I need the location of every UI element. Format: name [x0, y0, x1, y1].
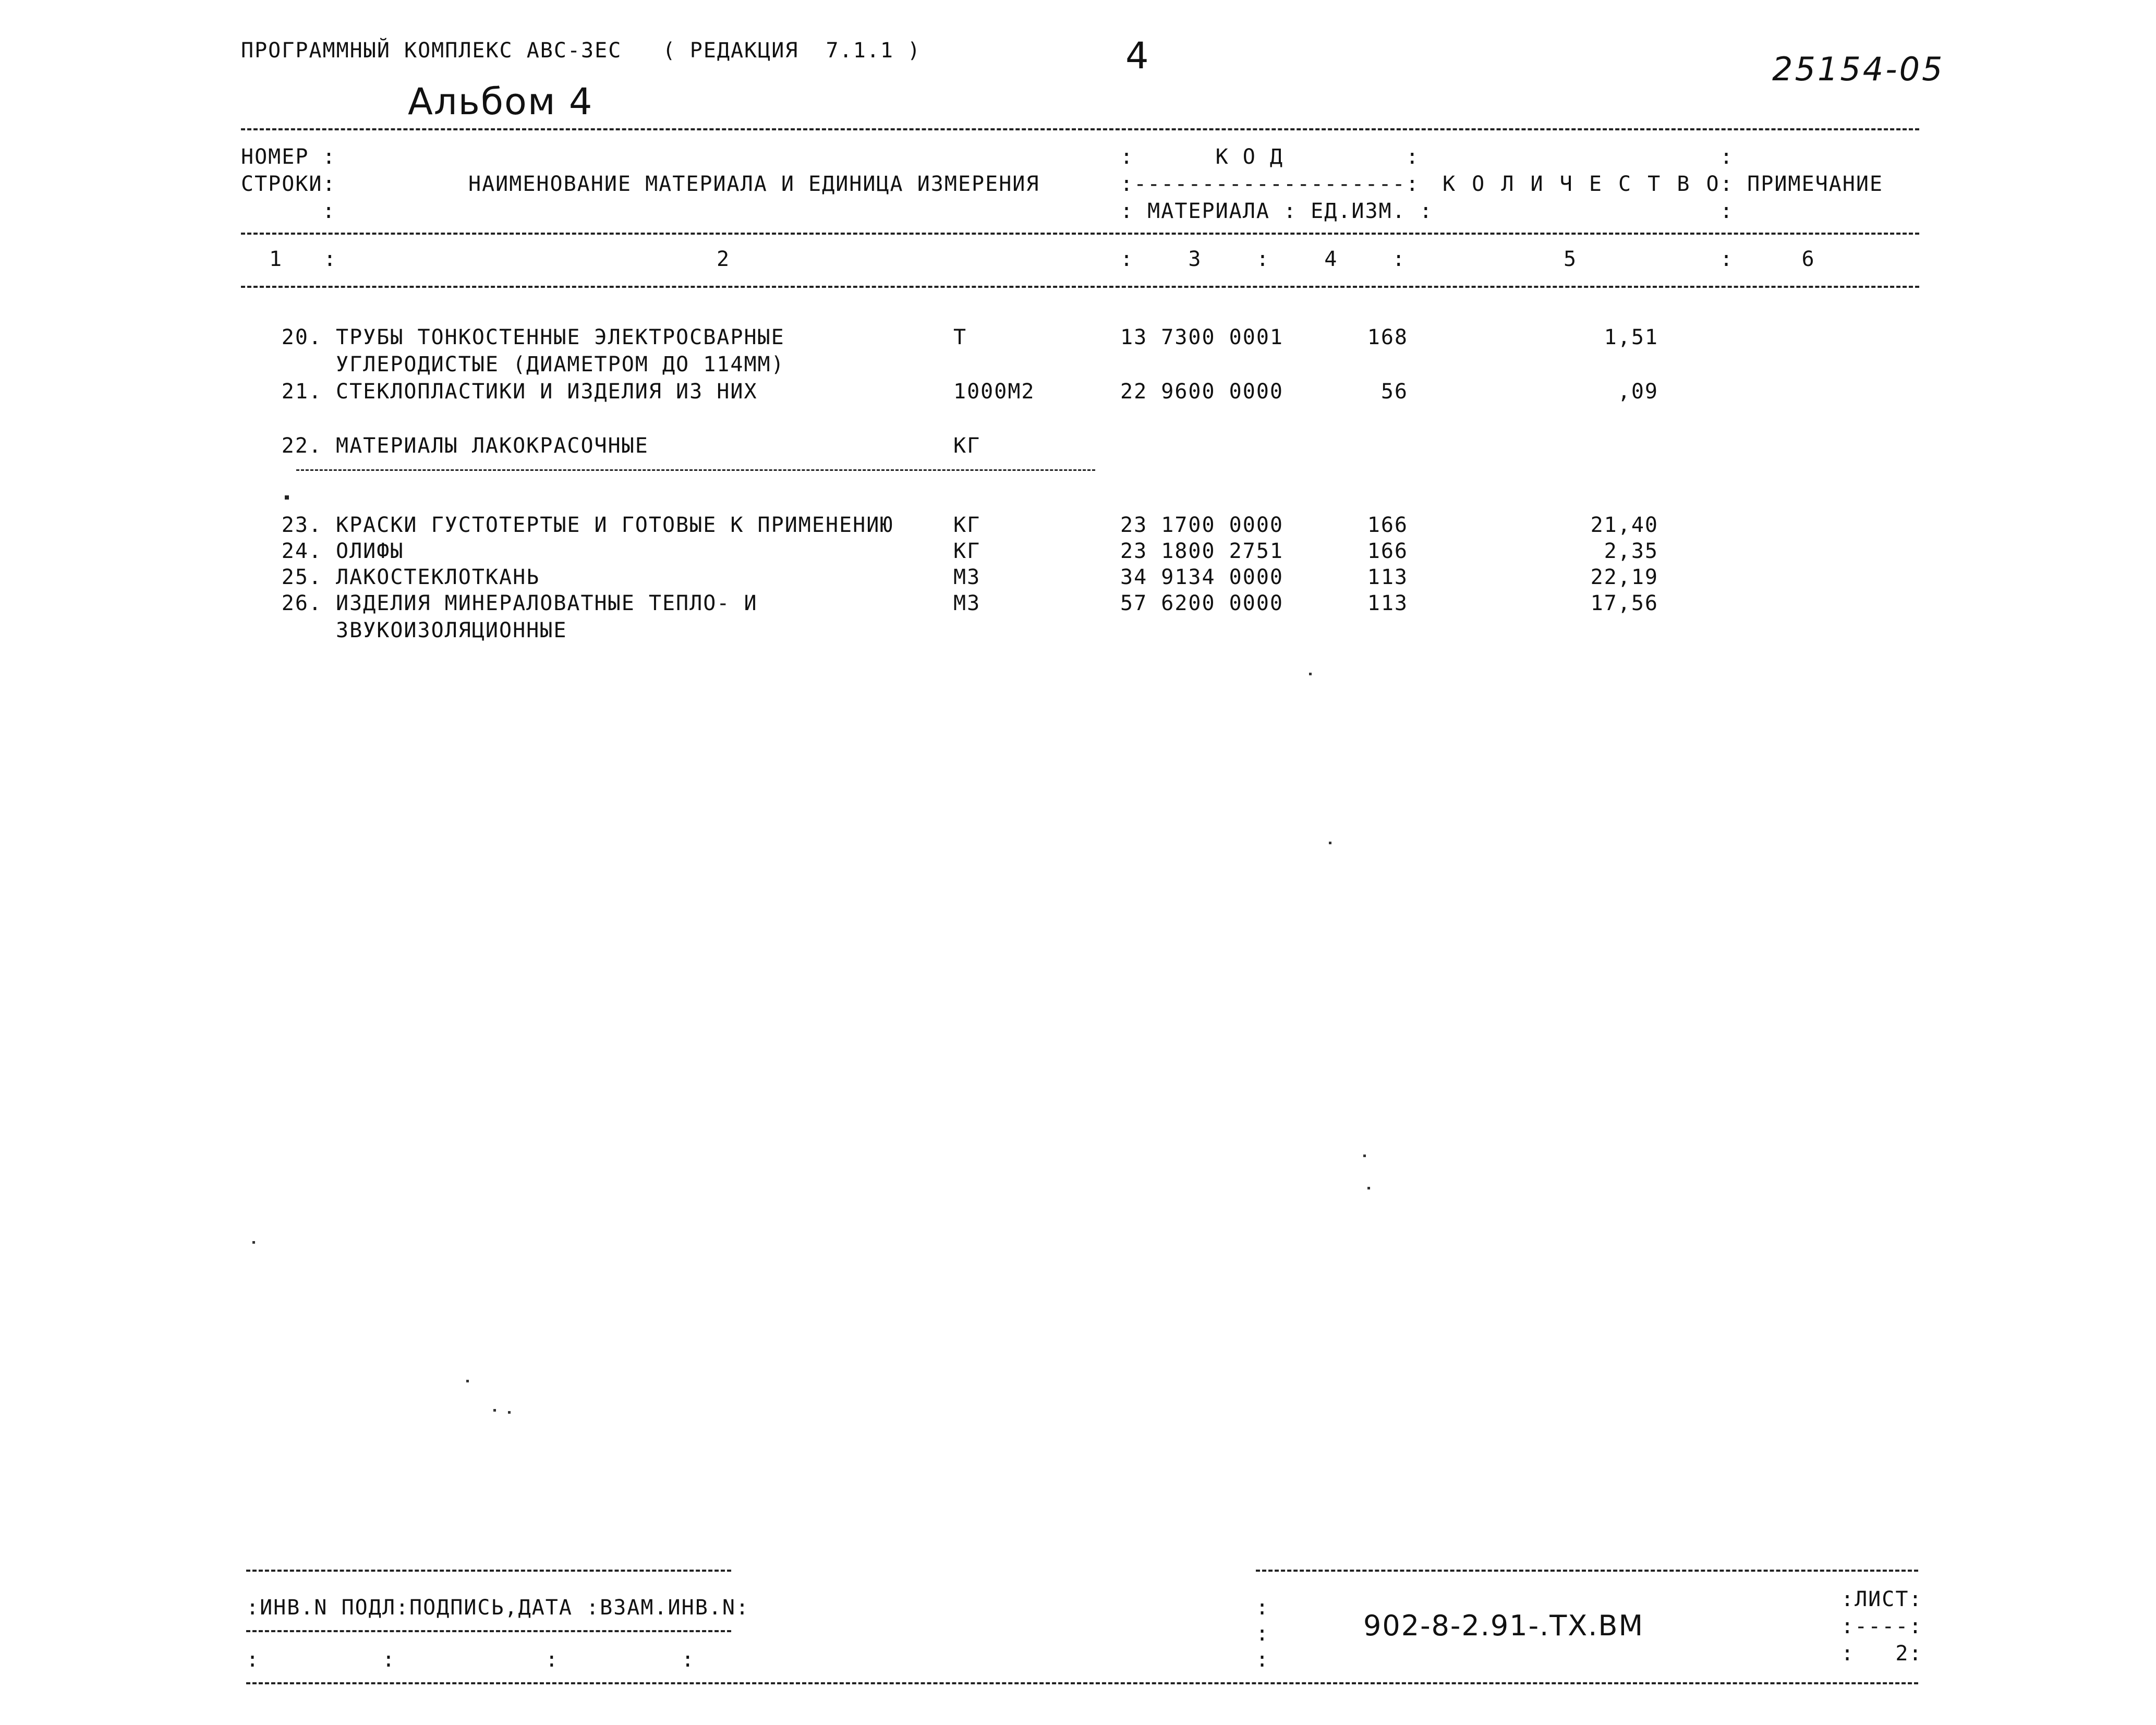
colnum-3-4: : 3 : 4 :: [1120, 247, 1406, 271]
scan-speck: [493, 1409, 496, 1412]
material-code: 22 9600 0000: [1120, 380, 1283, 404]
quantity: 2,35: [1604, 539, 1658, 563]
handwritten-document-number: 25154-05: [1772, 50, 1945, 88]
unit: КГ: [953, 434, 981, 458]
handwritten-album-label: Альбом 4: [408, 80, 593, 123]
sheet-label: :ЛИСТ:: [1841, 1587, 1923, 1611]
unit-code: 168: [1367, 325, 1408, 349]
colnum-2: 2: [717, 247, 731, 271]
material-code: 34 9134 0000: [1120, 565, 1283, 589]
scan-speck: [1329, 842, 1331, 844]
unit-code: 113: [1367, 591, 1408, 615]
material-code: 23 1800 2751: [1120, 539, 1283, 563]
material-name: ИЗДЕЛИЯ МИНЕРАЛОВАТНЫЕ ТЕПЛО- И: [336, 591, 758, 615]
code-header-line3: : МАТЕРИАЛА : ЕД.ИЗМ. :: [1120, 199, 1433, 223]
material-name-cont: ЗВУКОИЗОЛЯЦИОННЫЕ: [336, 618, 567, 642]
stamp-sep-1: :: [1256, 1596, 1270, 1620]
material-name: МАТЕРИАЛЫ ЛАКОКРАСОЧНЫЕ: [336, 434, 649, 458]
note-column-header: : ПРИМЕЧАНИЕ: [1720, 172, 1883, 196]
sheet-separator: :----:: [1841, 1614, 1923, 1638]
scan-speck: [1367, 1187, 1370, 1189]
document-designation: 902-8-2.91-.ТХ.ВМ: [1363, 1609, 1644, 1642]
name-column-header: НАИМЕНОВАНИЕ МАТЕРИАЛА И ЕДИНИЦА ИЗМЕРЕНИЯ: [468, 172, 1040, 196]
quantity-column-header: К О Л И Ч Е С Т В О: [1443, 172, 1721, 196]
unit: КГ: [953, 539, 981, 563]
note-header-sep3: :: [1720, 199, 1734, 223]
col1-header-line1: НОМЕР :: [241, 145, 336, 169]
scan-speck: [508, 1411, 511, 1414]
note-header-sep1: :: [1720, 145, 1734, 169]
row-number: 25.: [281, 565, 322, 589]
scan-speck: [466, 1380, 469, 1382]
colnum-1: 1 :: [269, 247, 337, 271]
material-code: 23 1700 0000: [1120, 513, 1283, 537]
scan-speck: [1363, 1155, 1366, 1157]
quantity: ,09: [1617, 380, 1658, 404]
quantity: 21,40: [1590, 513, 1658, 537]
row-number: 20.: [281, 325, 322, 349]
header-middle-rule: [241, 233, 1919, 235]
program-header: ПРОГРАММНЫЙ КОМПЛЕКС АВС-3ЕС ( РЕДАКЦИЯ 7.1.1 ): [241, 39, 922, 63]
scan-speck: [1309, 673, 1312, 675]
header-top-rule: [241, 128, 1919, 130]
quantity: 17,56: [1590, 591, 1658, 615]
stamp-sep-2: :: [1256, 1622, 1270, 1646]
unit: М3: [953, 565, 981, 589]
row-number: 23.: [281, 513, 322, 537]
scan-speck: [252, 1241, 255, 1244]
stamp-left-top-rule: [246, 1570, 731, 1572]
stamp-fields: :ИНВ.N ПОДЛ:ПОДПИСЬ,ДАТА :ВЗАМ.ИНВ.N:: [246, 1596, 750, 1620]
material-name: ЛАКОСТЕКЛОТКАНЬ: [336, 565, 540, 589]
unit-code: 166: [1367, 513, 1408, 537]
colnum-5: 5: [1564, 247, 1578, 271]
handwritten-page-number: 4: [1125, 34, 1149, 77]
unit-code: 113: [1367, 565, 1408, 589]
material-name: ОЛИФЫ: [336, 539, 404, 563]
colnum-6: : 6: [1720, 247, 1815, 271]
stamp-sep-3: :: [1256, 1648, 1270, 1672]
material-code: 13 7300 0001: [1120, 325, 1283, 349]
unit: Т: [953, 325, 967, 349]
unit-code: 166: [1367, 539, 1408, 563]
row-number: 22.: [281, 434, 322, 458]
unit: КГ: [953, 513, 981, 537]
unit-code: 56: [1380, 380, 1408, 404]
stray-dot: [285, 495, 289, 500]
row-number: 26.: [281, 591, 322, 615]
code-header-line1: : К О Д :: [1120, 145, 1420, 169]
quantity: 1,51: [1604, 325, 1658, 349]
row-number: 21.: [281, 380, 322, 404]
quantity: 22,19: [1590, 565, 1658, 589]
col1-header-line2: СТРОКИ:: [241, 172, 336, 196]
unit: М3: [953, 591, 981, 615]
material-name-cont: УГЛЕРОДИСТЫЕ (ДИАМЕТРОМ ДО 114ММ): [336, 353, 785, 376]
col1-header-line3: :: [322, 199, 336, 223]
material-code: 57 6200 0000: [1120, 591, 1283, 615]
stamp-bottom-rule: [246, 1682, 1918, 1684]
code-header-line2: :--------------------:: [1120, 172, 1420, 196]
header-bottom-rule: [241, 286, 1919, 288]
material-name: СТЕКЛОПЛАСТИКИ И ИЗДЕЛИЯ ИЗ НИХ: [336, 380, 758, 404]
stamp-right-top-rule: [1256, 1570, 1918, 1572]
sheet-number: : 2:: [1841, 1642, 1923, 1666]
stamp-left-mid-rule: [246, 1630, 731, 1632]
material-name: ТРУБЫ ТОНКОСТЕННЫЕ ЭЛЕКТРОСВАРНЫЕ: [336, 325, 785, 349]
group-underline: [296, 469, 1095, 471]
stamp-empty-cells: : : : :: [246, 1648, 695, 1672]
unit: 1000М2: [953, 380, 1035, 404]
material-name: КРАСКИ ГУСТОТЕРТЫЕ И ГОТОВЫЕ К ПРИМЕНЕНИЮ: [336, 513, 894, 537]
row-number: 24.: [281, 539, 322, 563]
